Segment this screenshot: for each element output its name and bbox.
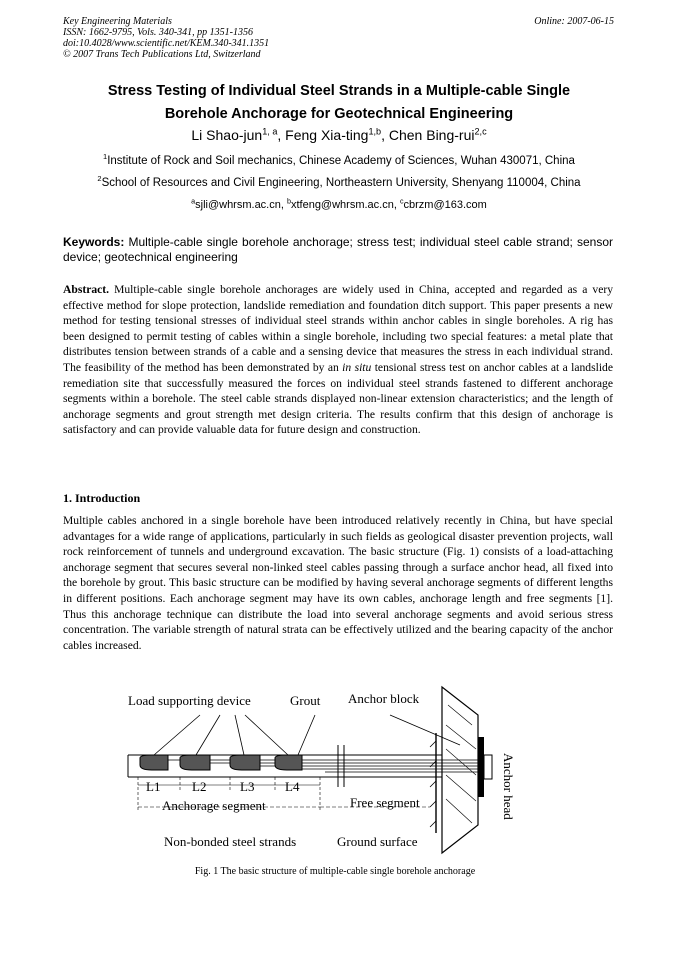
affiliation-num: 2 <box>97 174 102 184</box>
anchorage-figure <box>120 685 550 865</box>
load-device-2 <box>180 755 210 770</box>
author-name: Chen Bing-rui <box>388 127 475 143</box>
affiliation-2 <box>40 174 638 189</box>
email-link[interactable]: sjli@whrsm.ac.cn, <box>195 199 287 211</box>
email-link[interactable]: xtfeng@whrsm.ac.cn, <box>290 199 400 211</box>
journal-issn: ISSN: 1662-9795, Vols. 340-341, pp 1351-1356 <box>63 27 253 38</box>
leader-line <box>298 715 315 755</box>
email-link[interactable]: cbrzm@163.com <box>403 199 487 211</box>
anchor-head-plate <box>478 737 484 797</box>
journal-name: Key Engineering Materials <box>63 16 172 27</box>
leader-line <box>154 715 200 755</box>
keywords <box>63 235 613 265</box>
keywords-text: Multiple-cable single borehole anchorage; stress test; individual steel cable strand; sensor device; geotechnical engineering <box>63 235 613 264</box>
introduction-text: Multiple cables anchored in a single borehole have been introduced relatively recently in China, but have special advantages for a wide range of applications, particularly in such fields as geological disaster prevention projects, wall rock reinforcement of tunnels and underground excavation. The basic structure (Fig. 1) consists of a load-attaching anchorage segment that secures several non-linked steel cables passing through a surface anchor head, all fixed into the borehole by grout. This basic structure can be modified by having several anchorage segments of different lengths in different positions. Each anchorage segment may have its own cables, anchorage length and free segments [1]. Thus this anchorage technique can distribute the load into several anchorage segments and avoid serious stress concentration. The variable strength of natural strata can be effectively utilized and the bearing capacity of the anchor cables increased. <box>63 514 613 652</box>
email-list <box>40 199 638 211</box>
author-name: Li Shao-jun <box>191 127 263 143</box>
label-anchor-block: Anchor block <box>348 691 420 706</box>
author-name: Feng Xia-ting <box>285 127 369 143</box>
label-free-segment: Free segment <box>350 795 420 810</box>
hatch-line <box>430 821 436 827</box>
load-device-1 <box>140 755 168 770</box>
affiliation-text: School of Resources and Civil Engineering, Northeastern University, Shenyang 110004, China <box>101 177 581 189</box>
title-line-1: Stress Testing of Individual Steel Strands in a Multiple-cable Single <box>107 83 571 99</box>
affiliation-text: Institute of Rock and Soil mechanics, Chinese Academy of Sciences, Wuhan 430071, China <box>107 155 575 167</box>
affiliation-1 <box>40 152 638 167</box>
anchor-head-nut <box>484 755 492 779</box>
label-anchorage-segment: Anchorage segment <box>162 798 266 813</box>
affiliation-num: 1 <box>103 152 108 162</box>
hatch-line <box>430 741 436 747</box>
keywords-label: Keywords: <box>63 235 125 249</box>
abstract <box>63 282 613 438</box>
email-sup: c <box>399 197 404 206</box>
abstract-text-1: Multiple-cable single borehole anchorages are widely used in China, accepted and regarded as a very effective method for slope protection, landslide remediation and foundation ditch support. This paper presents a new method for testing tensional stresses of individual steel strands within anchor cables in single boreholes. A rig has been designed to permit testing of cables within a single borehole, including two special features: a metal plate that distributes tension between strands of a cable and a sensing device that measures the stress in each individual strand. The feasibility of the method has been demonstrated by an <box>63 283 613 374</box>
label-l4: L4 <box>285 779 300 794</box>
label-non-bonded: Non-bonded steel strands <box>164 834 297 849</box>
leader-line <box>196 715 220 755</box>
paper-title <box>40 80 638 126</box>
abstract-text-2: tensional stress test on anchor cables at a landslide remediation site that successfully measured the forces on individual steel strands fastened to different anchorage segments within a borehole. The steel cable strands displayed non-linear extension characteristics; and the length of anchorage segments and grout strength met design criteria. The results confirm that this design of anchorage is satisfactory and can provide valuable data for future design and construction. <box>63 360 613 437</box>
label-l3: L3 <box>240 779 255 794</box>
label-grout: Grout <box>290 693 321 708</box>
online-date: Online: 2007-06-15 <box>534 16 614 27</box>
label-ground-surface: Ground surface <box>337 834 418 849</box>
hatch-line <box>430 781 436 787</box>
title-line-2: Borehole Anchorage for Geotechnical Engineering <box>164 106 514 122</box>
label-load-device: Load supporting device <box>128 693 251 708</box>
abstract-label: Abstract. <box>63 283 110 296</box>
load-device-4 <box>275 755 302 770</box>
author-list: Li Shao-jun$^{1, a}$, Feng Xia-ting$^{1,b}$, Chen Bing-rui$^{2,c}$ <box>191 126 487 143</box>
label-l1: L1 <box>146 779 161 794</box>
label-anchor-head: Anchor head <box>501 753 516 820</box>
journal-header <box>63 16 423 60</box>
author-sup: 2,c <box>474 126 487 137</box>
email-sup: a <box>191 197 196 206</box>
journal-doi: doi:10.4028/www.scientific.net/KEM.340-341.1351 <box>63 38 270 49</box>
journal-copyright: © 2007 Trans Tech Publications Ltd, Switzerland <box>63 49 261 60</box>
abstract-italic: in situ <box>342 360 372 374</box>
hatch-line <box>430 801 436 807</box>
label-l2: L2 <box>192 779 207 794</box>
load-device-3 <box>230 755 260 770</box>
author-sup: 1, a <box>262 126 278 137</box>
section-heading-introduction: 1. Introduction <box>63 491 141 505</box>
author-sup: 1,b <box>368 126 382 137</box>
leader-line <box>235 715 244 755</box>
leader-line <box>245 715 288 755</box>
anchor-block-shape <box>442 687 478 853</box>
email-sup: b <box>286 197 291 206</box>
figure-caption: Fig. 1 The basic structure of multiple-cable single borehole anchorage <box>194 866 476 877</box>
